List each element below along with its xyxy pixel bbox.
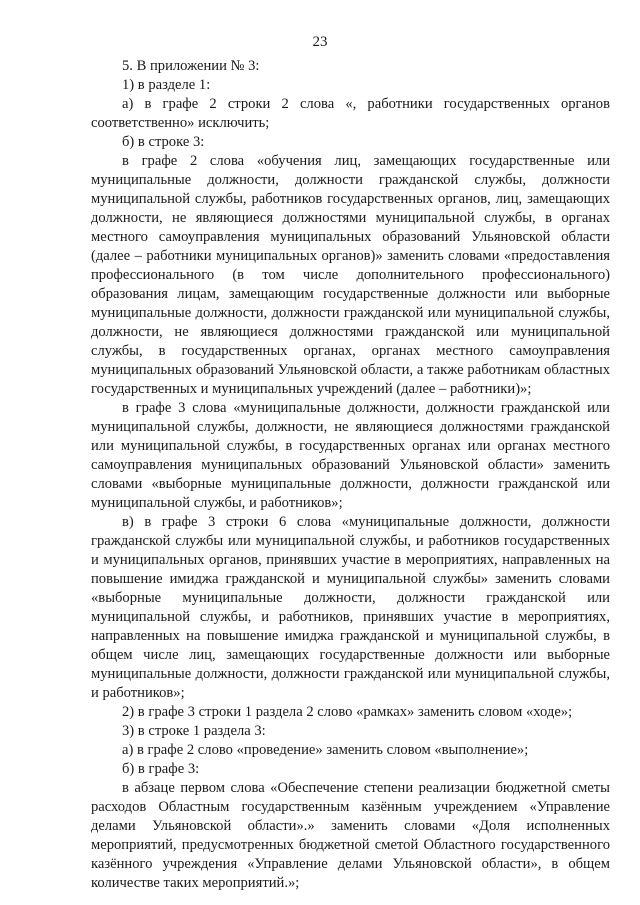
paragraph: 5. В приложении № 3: (122, 58, 260, 74)
paragraph: б) в графе 3: (122, 761, 200, 777)
page-number: 23 (312, 34, 328, 50)
paragraph: в графе 3 слова «муниципальные должности, должности гражданской или муниципальной службы, должности, не являющиеся должностями гражданской или муниципальной службы, в государственных органах или органах местного самоуправления муниципальных образований Ульяновской области» заменить словами «выборные муниципальные должности, должности гражданской или муниципальной службы, и работников»; (91, 400, 610, 511)
paragraph: в абзаце первом слова «Обеспечение степени реализации бюджетной сметы расходов Областным государственным казённым учреждением «Управление делами Ульяновской области».» заменить словами «Доля исполненных мероприятий, предусмотренных бюджетной сметой Областного государственного казённого учреждения «Управление делами Ульяновской области», в общем количестве таких мероприятий.»; (91, 780, 610, 891)
paragraph: 1) в разделе 1: (122, 77, 211, 93)
paragraph: 2) в графе 3 строки 1 раздела 2 слово «рамках» заменить словом «ходе»; (122, 704, 573, 720)
document-body (91, 57, 610, 893)
paragraph: а) в графе 2 слово «проведение» заменить словом «выполнение»; (122, 742, 529, 758)
paragraph: а) в графе 2 строки 2 слова «, работники государственных органов соответственно» исключить; (91, 96, 610, 131)
paragraph: б) в строке 3: (122, 134, 205, 150)
paragraph: 3) в строке 1 раздела 3: (122, 723, 266, 739)
paragraph: в) в графе 3 строки 6 слова «муниципальные должности, должности гражданской службы или муниципальной службы, и работников государственных и муниципальных органов, принявших участие в мероприятиях, направленных на повышение имиджа гражданской и муниципальной службы» заменить словами «выборные муниципальные должности, должности гражданской или муниципальной службы, и работников, принявших участие в мероприятиях, направленных на повышение имиджа гражданской и муниципальной службы, в общем числе лиц, замещающих государственные должности или выборные муниципальные должности, должности гражданской или муниципальной службы, и работников»; (91, 514, 610, 701)
paragraph: в графе 2 слова «обучения лиц, замещающих государственные или муниципальные должности, должности гражданской службы, должности муниципальной службы, работников государственных органов, лиц, замещающих должности, не являющиеся должностями муниципальной службы, в органах местного самоуправления муниципальных образований Ульяновской области (далее – работники муниципальных органов)» заменить словами «предоставления профессионального (в том числе дополнительного профессионального) образования лицам, замещающим государственные должности или выборные муниципальные должности, должности гражданской или муниципальной службы, должности, не являющиеся должностями гражданской или муниципальной службы, в государственных органах, органах местного самоуправления муниципальных образований Ульяновской области, а также работникам областных государственных и муниципальных учреждений (далее – работники)»; (91, 153, 610, 397)
